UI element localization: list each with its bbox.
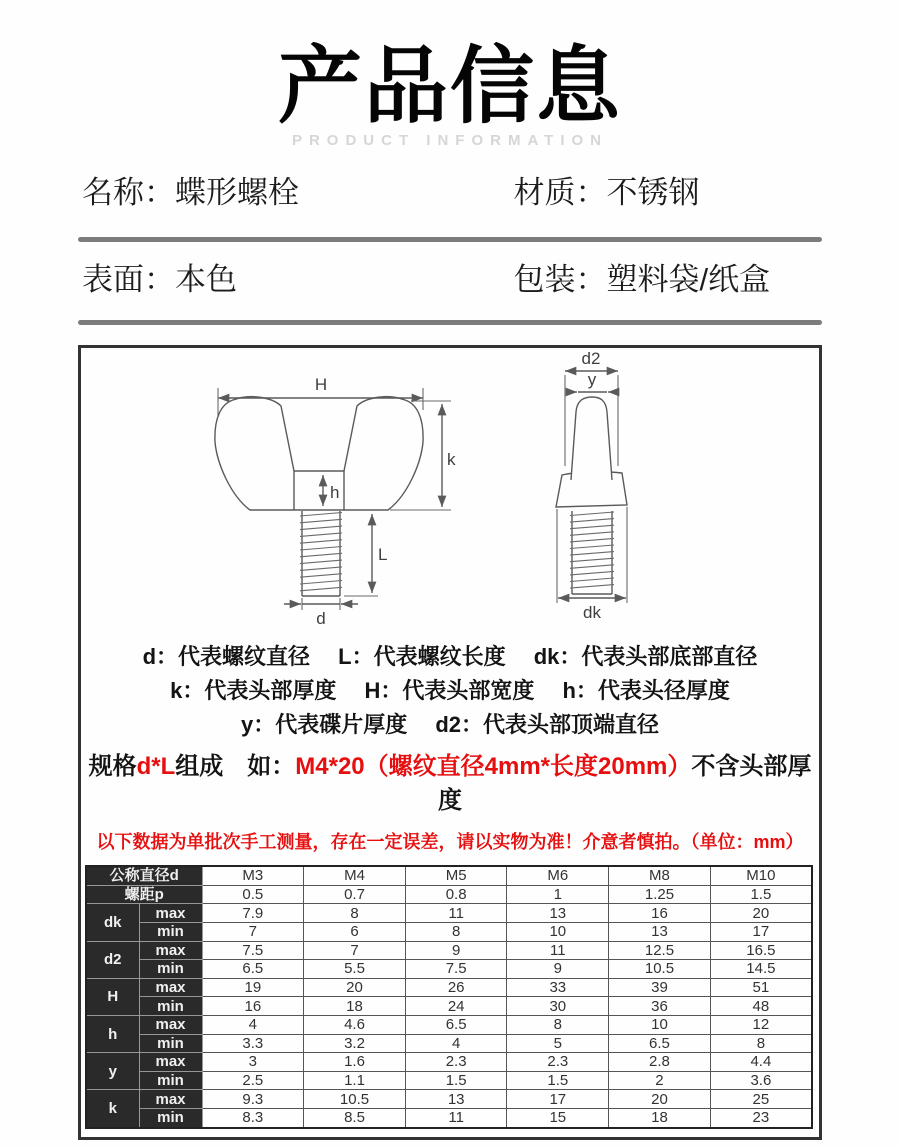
table-cell: 1 (507, 885, 609, 904)
table-cell: 8 (405, 922, 507, 941)
table-cell: 11 (507, 941, 609, 960)
table-row (86, 1108, 812, 1127)
table-cell: 20 (609, 1090, 711, 1109)
param-name-cell: h (86, 1015, 139, 1052)
table-cell: 3.2 (304, 1034, 406, 1053)
max-label-cell: max (139, 1015, 202, 1034)
table-cell: 11 (405, 1108, 507, 1127)
front-view (215, 375, 456, 628)
max-label-cell: max (139, 1090, 202, 1109)
table-cell: 7 (304, 941, 406, 960)
table-cell: 2 (609, 1071, 711, 1090)
min-label-cell: min (139, 1108, 202, 1127)
table-cell: 1.6 (304, 1053, 406, 1072)
table-cell: 4.6 (304, 1015, 406, 1034)
table-cell: 1.25 (609, 885, 711, 904)
param-name-cell: d2 (86, 941, 139, 978)
table-cell: 4.4 (710, 1053, 812, 1072)
dim-label-h: h (330, 483, 340, 503)
param-name-cell: H (86, 978, 139, 1015)
table-row (86, 1034, 812, 1053)
min-label-cell: min (139, 1034, 202, 1053)
table-cell: 10 (507, 922, 609, 941)
spec-segment: d*L (136, 753, 176, 781)
table-cell: 8.3 (202, 1108, 304, 1127)
table-row (86, 941, 812, 960)
dim-label-y: y (587, 370, 597, 390)
table-cell: 16 (202, 997, 304, 1016)
table-cell: 0.7 (304, 885, 406, 904)
legend-line: k：代表头部厚度 H：代表头部宽度 h：代表头径厚度 (170, 678, 730, 704)
dim-label-H: H (314, 375, 328, 395)
dim-label-d2: d2 (581, 349, 601, 369)
dim-label-L: L (378, 545, 388, 565)
table-cell: 6.5 (405, 1015, 507, 1034)
table-cell: 18 (304, 997, 406, 1016)
table-cell: 39 (609, 978, 711, 997)
table-row (86, 1015, 812, 1034)
table-cell: 7.5 (202, 941, 304, 960)
thread-hatching (570, 512, 614, 588)
table-cell: 9.3 (202, 1090, 304, 1109)
table-cell: 11 (405, 904, 507, 923)
table-cell: 5 (507, 1034, 609, 1053)
table-row (86, 1053, 812, 1072)
table-cell: 4 (202, 1015, 304, 1034)
table-row (86, 866, 812, 885)
content-column (78, 149, 822, 1139)
spec-segment: 组成 如： (175, 753, 296, 781)
table-cell: 8.5 (304, 1108, 406, 1127)
table-cell: 7.9 (202, 904, 304, 923)
legend-line: d：代表螺纹直径 L：代表螺纹长度 dk：代表头部底部直径 (142, 644, 758, 670)
table-cell: 20 (710, 904, 812, 923)
header-pitch: 螺距p (86, 885, 202, 904)
table-cell: 8 (304, 904, 406, 923)
table-cell: 7.5 (405, 960, 507, 979)
max-label-cell: max (139, 904, 202, 923)
table-cell: 9 (405, 941, 507, 960)
table-row (86, 922, 812, 941)
table-cell: 12 (710, 1015, 812, 1034)
table-cell: 8 (507, 1015, 609, 1034)
product-packaging: 包装：塑料袋/纸盒 (513, 262, 771, 298)
table-cell: 2.5 (202, 1071, 304, 1090)
product-name: 名称：蝶形螺栓 (82, 175, 299, 211)
product-surface: 表面：本色 (82, 262, 237, 298)
table-cell: 23 (710, 1108, 812, 1127)
param-name-cell: dk (86, 904, 139, 941)
size-header-cell: M4 (304, 866, 406, 885)
table-row (86, 885, 812, 904)
table-cell: 16 (609, 904, 711, 923)
table-cell: 1.1 (304, 1071, 406, 1090)
max-label-cell: max (139, 1053, 202, 1072)
table-cell: 13 (507, 904, 609, 923)
info-row-2 (78, 242, 822, 298)
size-header-cell: M8 (609, 866, 711, 885)
table-cell: 15 (507, 1108, 609, 1127)
table-cell: 0.5 (202, 885, 304, 904)
spec-segment: 不含头部厚度 (438, 753, 812, 815)
param-name-cell: y (86, 1053, 139, 1090)
size-table-body (86, 866, 812, 1127)
size-header-cell: M3 (202, 866, 304, 885)
table-cell: 1.5 (507, 1071, 609, 1090)
dim-label-d: d (316, 609, 326, 629)
info-row-1 (78, 149, 822, 211)
table-row (86, 1090, 812, 1109)
spec-segment: M4*20（螺纹直径4mm*长度20mm） (295, 753, 692, 781)
legend (81, 640, 819, 742)
table-cell: 6.5 (202, 960, 304, 979)
table-row (86, 978, 812, 997)
table-cell: 10.5 (304, 1090, 406, 1109)
page-subtitle: PRODUCT INFORMATION (291, 132, 609, 150)
table-cell: 30 (507, 997, 609, 1016)
table-cell: 48 (710, 997, 812, 1016)
size-header-cell: M6 (507, 866, 609, 885)
spec-line (81, 750, 819, 818)
spec-box (78, 345, 822, 1139)
min-label-cell: min (139, 922, 202, 941)
table-cell: 3.3 (202, 1034, 304, 1053)
min-label-cell: min (139, 1071, 202, 1090)
table-cell: 16.5 (710, 941, 812, 960)
param-name-cell: k (86, 1090, 139, 1128)
table-cell: 2.8 (609, 1053, 711, 1072)
legend-line: y：代表碟片厚度 d2：代表头部顶端直径 (240, 712, 660, 738)
table-cell: 4 (405, 1034, 507, 1053)
dim-label-dk: dk (583, 603, 601, 623)
table-cell: 9 (507, 960, 609, 979)
table-cell: 3 (202, 1053, 304, 1072)
table-cell: 26 (405, 978, 507, 997)
max-label-cell: max (139, 978, 202, 997)
table-cell: 6 (304, 922, 406, 941)
wing-bolt-diagram (81, 348, 819, 640)
table-cell: 7 (202, 922, 304, 941)
table-row (86, 904, 812, 923)
table-cell: 10.5 (609, 960, 711, 979)
table-cell: 5.5 (304, 960, 406, 979)
min-label-cell: min (139, 960, 202, 979)
thread-hatching (300, 513, 342, 591)
table-cell: 17 (507, 1090, 609, 1109)
table-cell: 13 (405, 1090, 507, 1109)
table-cell: 6.5 (609, 1034, 711, 1053)
table-cell: 36 (609, 997, 711, 1016)
spec-segment: 规格 (88, 753, 137, 781)
table-cell: 1.5 (710, 885, 812, 904)
size-table (85, 865, 813, 1128)
table-row (86, 997, 812, 1016)
table-cell: 17 (710, 922, 812, 941)
table-row (86, 960, 812, 979)
max-label-cell: max (139, 941, 202, 960)
product-material: 材质：不锈钢 (513, 175, 700, 211)
header-diameter: 公称直径d (86, 866, 202, 885)
table-cell: 33 (507, 978, 609, 997)
table-cell: 2.3 (507, 1053, 609, 1072)
table-cell: 14.5 (710, 960, 812, 979)
measurement-note: 以下数据为单批次手工测量，存在一定误差，请以实物为准！介意者慎拍。（单位：mm） (96, 832, 804, 853)
table-row (86, 1071, 812, 1090)
table-cell: 3.6 (710, 1071, 812, 1090)
divider (78, 320, 822, 325)
table-cell: 1.5 (405, 1071, 507, 1090)
table-cell: 2.3 (405, 1053, 507, 1072)
table-cell: 20 (304, 978, 406, 997)
table-cell: 13 (609, 922, 711, 941)
size-header-cell: M10 (710, 866, 812, 885)
table-cell: 12.5 (609, 941, 711, 960)
table-cell: 25 (710, 1090, 812, 1109)
table-cell: 8 (710, 1034, 812, 1053)
size-header-cell: M5 (405, 866, 507, 885)
table-cell: 24 (405, 997, 507, 1016)
side-view (556, 349, 627, 622)
page-title: 产品信息 (277, 39, 622, 133)
table-cell: 19 (202, 978, 304, 997)
min-label-cell: min (139, 997, 202, 1016)
table-cell: 51 (710, 978, 812, 997)
table-cell: 0.8 (405, 885, 507, 904)
table-cell: 10 (609, 1015, 711, 1034)
table-cell: 18 (609, 1108, 711, 1127)
dim-label-k: k (447, 450, 456, 470)
